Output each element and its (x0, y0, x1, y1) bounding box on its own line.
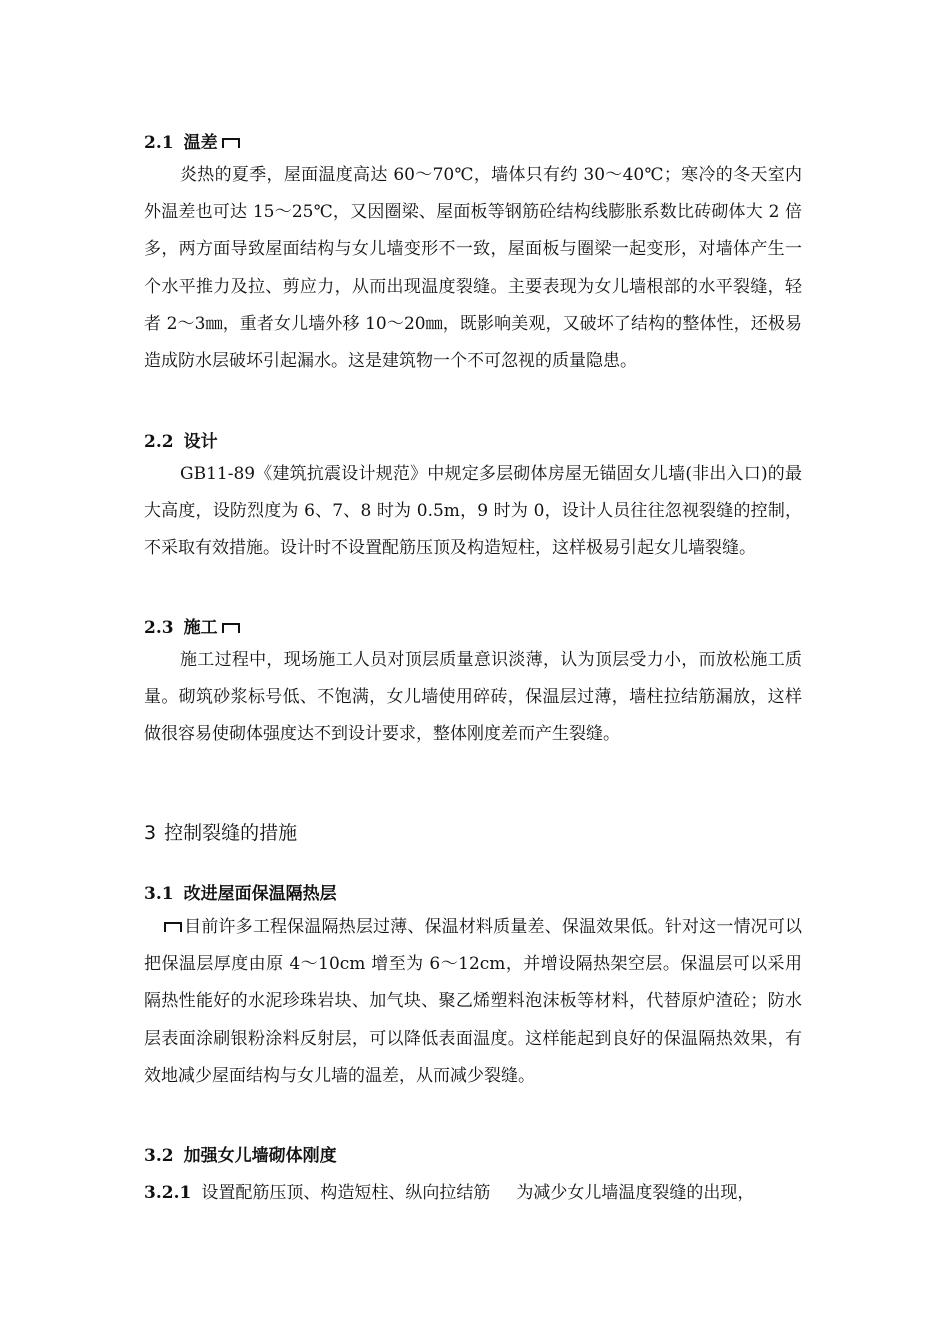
section-heading-2-3 (144, 613, 240, 638)
chapter-number: 3 (144, 822, 157, 844)
subsection-number: 3.2.1 (144, 1183, 192, 1203)
section-title: 温差 (183, 133, 218, 153)
section-title: 设计 (183, 432, 218, 452)
section-title: 施工 (183, 618, 218, 638)
paragraph-construction: 施工过程中，现场施工人员对顶层质量意识淡薄，认为顶层受力小，而放松施工质量。砌筑砂浆标号低、不饱满，女儿墙使用碎砖，保温层过薄，墙柱拉结筋漏放，这样做很容易使砌体强度达不到设计要求，整体刚度差而产生裂缝。 (144, 650, 802, 745)
paragraph-insulation (144, 909, 802, 1095)
section-heading-3-1 (144, 879, 337, 904)
section-title: 加强女儿墙砌体刚度 (183, 1146, 337, 1166)
subsection-title: 设置配筋压顶、构造短柱、纵向拉结筋 (201, 1183, 491, 1203)
chapter-title: 控制裂缝的措施 (164, 822, 298, 844)
edit-mark-icon (222, 623, 240, 633)
subsection-text: 为减少女儿墙温度裂缝的出现， (516, 1183, 755, 1203)
chapter-heading-3 (144, 818, 297, 845)
paragraph-design: GB11-89《建筑抗震设计规范》中规定多层砌体房屋无锚固女儿墙(非出入口)的最大高度，设防烈度为 6、7、8 时为 0.5m，9 时为 0，设计人员往往忽视裂缝的控制，不采取有效措施。设计时不设置配筋压顶及构造短柱，这样极易引起女儿墙裂缝。 (144, 464, 803, 559)
section-heading-2-2 (144, 427, 218, 452)
section-heading-3-2 (144, 1141, 337, 1166)
section-heading-2-1 (144, 128, 240, 153)
section-number: 2.3 (144, 618, 174, 638)
section-title: 改进屋面保温隔热层 (183, 884, 337, 904)
section-number: 2.1 (144, 133, 174, 153)
edit-mark-icon (164, 922, 182, 932)
section-number: 3.1 (144, 884, 174, 904)
paragraph-text: 目前许多工程保温隔热层过薄、保温材料质量差、保温效果低。针对这一情况可以把保温层厚度由原 4～10cm 增至为 6～12cm，并增设隔热架空层。保温层可以采用隔热性能好的水泥珍珠岩块、加气块、聚乙烯塑料泡沫板等材料，代替原炉渣砼；防水层表面涂刷银粉涂料反射层，可以降低表面温度。这样能起到良好的保温隔热效果，有效地减少屋面结构与女儿墙的温差，从而减少裂缝。 (144, 917, 802, 1086)
section-number: 2.2 (144, 432, 174, 452)
edit-mark-icon (222, 138, 240, 148)
section-number: 3.2 (144, 1146, 174, 1166)
subsection-3-2-1 (144, 1178, 754, 1203)
paragraph-temperature: 炎热的夏季，屋面温度高达 60～70℃，墙体只有约 30～40℃；寒冷的冬天室内外温差也可达 15～25℃，又因圈梁、屋面板等钢筋砼结构线膨胀系数比砖砌体大 2 倍多，两方面导致屋面结构与女儿墙变形不一致，屋面板与圈梁一起变形，对墙体产生一个水平推力及拉、剪应力，从而出现温度裂缝。主要表现为女儿墙根部的水平裂缝，轻者 2～3㎜，重者女儿墙外移 10～20㎜，既影响美观，又破坏了结构的整体性，还极易造成防水层破坏引起漏水。这是建筑物一个不可忽视的质量隐患。 (144, 165, 802, 372)
